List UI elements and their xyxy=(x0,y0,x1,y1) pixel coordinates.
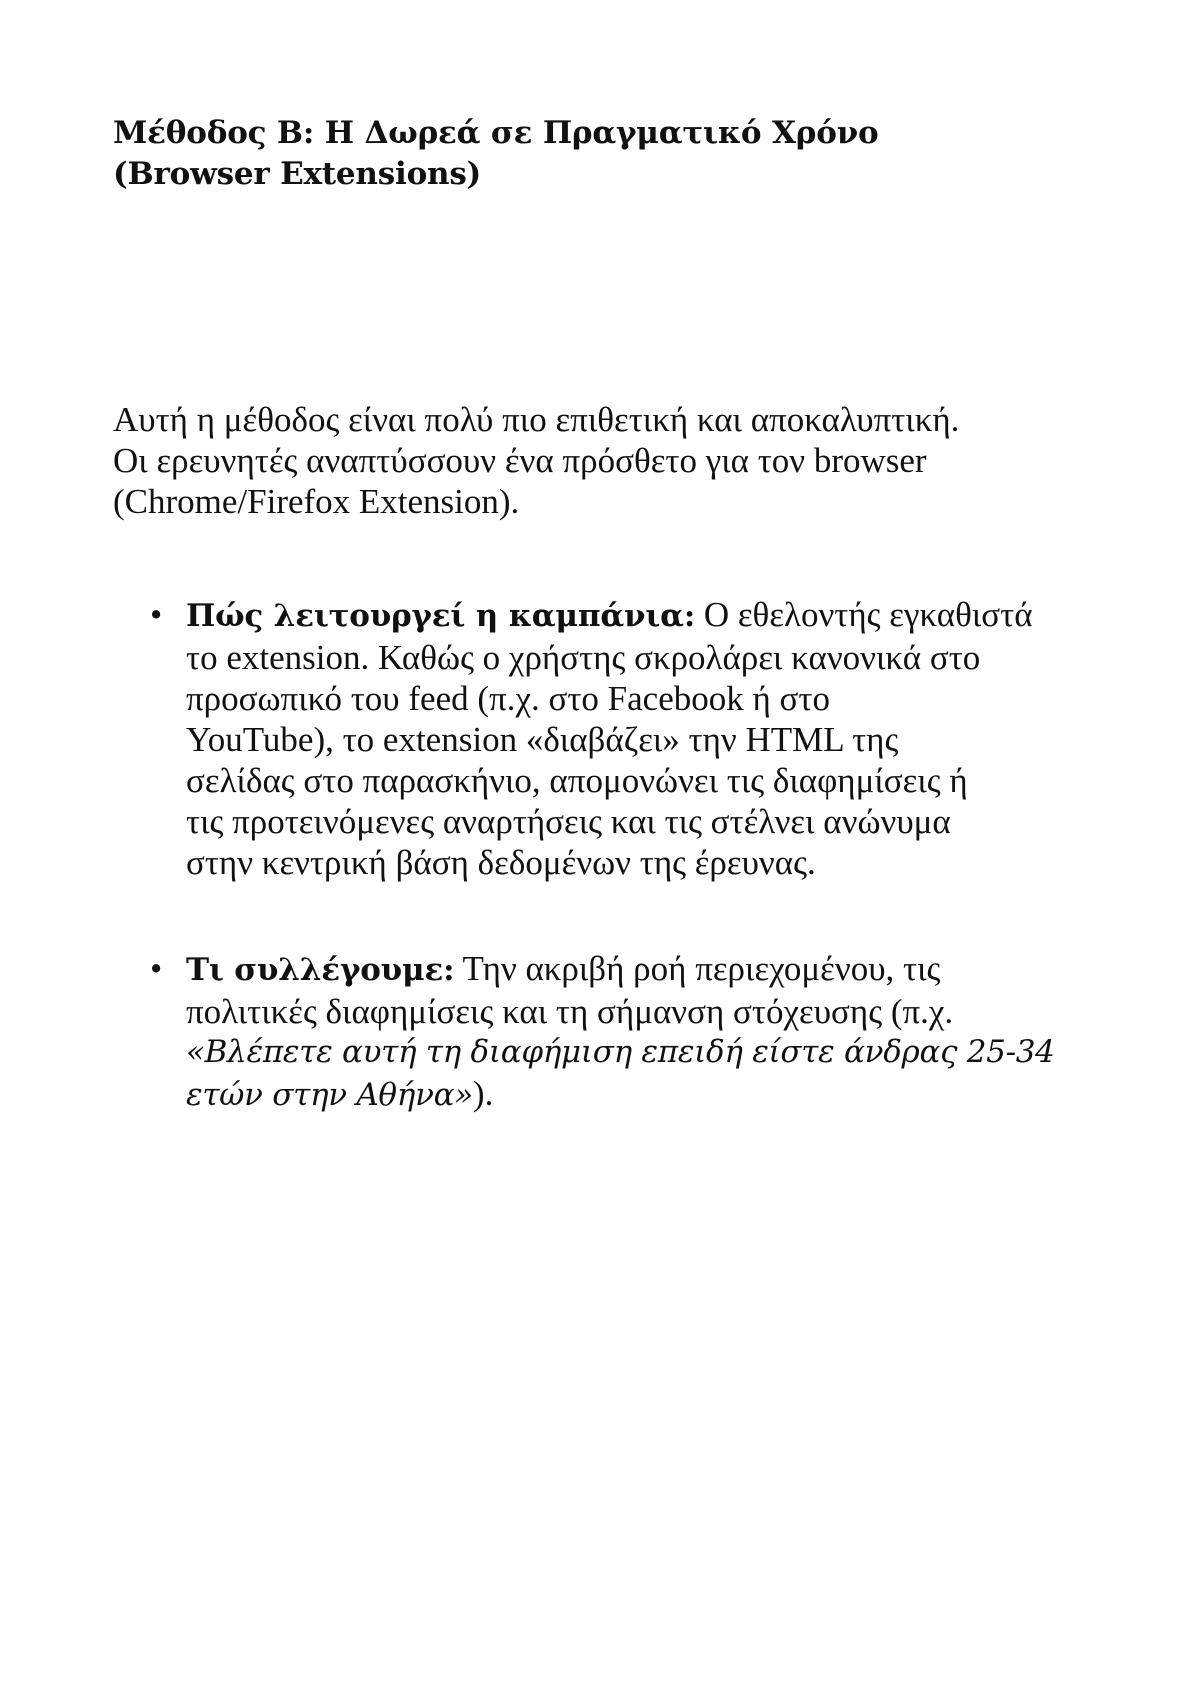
bullet-1-line-5: σελίδας στο παρασκήνιο, απομονώνει τις διαφημίσεις ή xyxy=(186,761,968,800)
bullet-1-line-4: YouTube), το extension «διαβάζει» την HTML της xyxy=(186,720,899,759)
bullet-label: Πώς λειτουργεί η καμπάνια: xyxy=(186,598,696,634)
bullet-2-italic-quote-line-1: «Βλέπετε αυτή τη διαφήμιση επειδή είστε άνδρας 25-34 xyxy=(186,1034,1055,1070)
heading-line-1: Μέθοδος Β: Η Δωρεά σε Πραγματικό Χρόνο xyxy=(113,115,879,151)
bullet-2-line-2: πολιτικές διαφημίσεις και τη σήμανση στόχευσης (π.χ. xyxy=(186,992,954,1031)
bullet-1-line-2: το extension. Καθώς ο χρήστης σκρολάρει κανονικά στο xyxy=(186,638,981,677)
bullet-marker: • xyxy=(150,595,163,634)
bullet-label: Τι συλλέγουμε: xyxy=(186,952,455,988)
bullet-1-line-7: στην κεντρική βάση δεδομένων της έρευνας. xyxy=(186,843,816,882)
bullet-1-line-6: τις προτεινόμενες αναρτήσεις και τις στέλνει ανώνυμα xyxy=(186,802,951,841)
bullet-2-line-4 xyxy=(186,1073,1086,1116)
bullet-1-line-1 xyxy=(186,594,1086,637)
intro-paragraph xyxy=(113,399,1093,522)
bullet-2-line-1 xyxy=(186,948,1086,991)
bullet-text xyxy=(186,594,1086,883)
heading-line-2: (Browser Extensions) xyxy=(113,156,482,192)
intro-line-1: Αυτή η μέθοδος είναι πολύ πιο επιθετική και αποκαλυπτική. xyxy=(113,400,960,439)
bullet-text xyxy=(186,948,1086,1116)
bullet-1-line-3: προσωπικό του feed (π.χ. στο Facebook ή στο xyxy=(186,679,830,718)
bullet-2-line-4-tail: ). xyxy=(472,1074,494,1113)
bullet-1-first-line-rest: Ο εθελοντής εγκαθιστά xyxy=(695,595,1033,634)
intro-line-2: Οι ερευνητές αναπτύσσουν ένα πρόσθετο για τον browser xyxy=(113,441,927,480)
bullet-marker: • xyxy=(150,949,163,988)
bullet-2-italic-quote-line-2: ετών στην Αθήνα» xyxy=(186,1077,473,1113)
section-heading xyxy=(113,113,1073,195)
bullet-2-first-line-rest: Την ακριβή ροή περιεχομένου, τις xyxy=(454,949,941,988)
intro-line-3: (Chrome/Firefox Extension). xyxy=(113,482,520,521)
